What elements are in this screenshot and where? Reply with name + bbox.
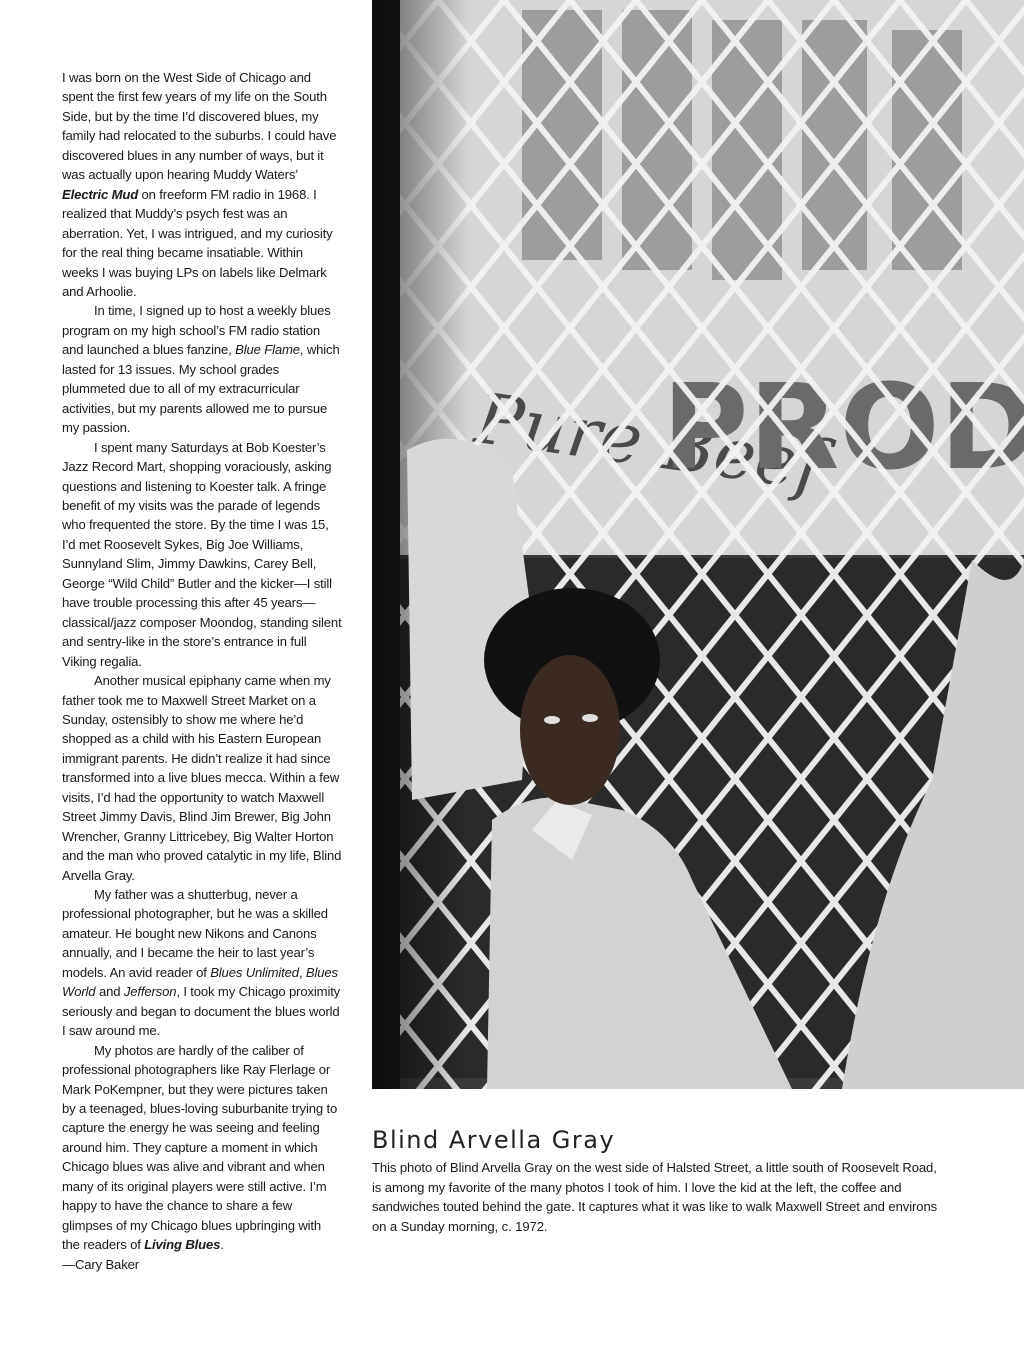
album-title: Electric Mud bbox=[62, 186, 139, 202]
street-photo bbox=[372, 0, 1024, 1089]
paragraph-5: My father was a shutterbug, never a professional photographer, but he was a skilled amateur. He bought new Nikons and Canons annually, and I became the heir to last year’s models. An avid reader of Blues Unlimited, Blues World and Jefferson, I took my Chicago proximity seriously and began to document the blues world I saw around me. bbox=[62, 887, 341, 1039]
caption-text: This photo of Blind Arvella Gray on the west side of Halsted Street, a little south of Roosevelt Road, is among my favorite of the many photos I took of him. I love the kid at the left, the coffee and sandwiches touted behind the gate. It captures what it was like to walk Maxwell Street and environs on a Sunday morning, c. 1972. bbox=[372, 1160, 938, 1234]
photo-illustration bbox=[372, 0, 1024, 1089]
paragraph-6: My photos are hardly of the caliber of professional photographers like Ray Flerlage or Mark PoKempner, but they were pictures taken by a teenaged, blues-loving suburbanite trying to capture the energy he was seeing and feeling around him. They capture a moment in which Chicago blues was alive and vibrant and when many of its original players were still active. I’m happy to have the chance to share a few glimpses of my Chicago blues upbringing with the readers of Living Blues. bbox=[62, 1042, 338, 1253]
caption-title: Blind Arvella Gray bbox=[372, 1125, 616, 1154]
paragraph-2: In time, I signed up to host a weekly blues program on my high school’s FM radio station and launched a blues fanzine, Blue Flame, which lasted for 13 issues. My school grades plummeted due to all of my extracurricular activities, but my parents allowed me to pursue my passion. bbox=[62, 303, 340, 436]
magazine-title-1: Blues Unlimited bbox=[210, 964, 299, 980]
magazine-title-3: Jefferson bbox=[123, 984, 177, 1000]
magazine-title-2: Blues World bbox=[62, 964, 338, 1000]
magazine-name: Living Blues bbox=[144, 1237, 221, 1253]
author-byline: —Cary Baker bbox=[62, 1256, 139, 1272]
paragraph-3: I spent many Saturdays at Bob Koester’s Jazz Record Mart, shopping voraciously, asking questions and listening to Koester talk. A fringe benefit of my visits was the parade of legends who frequented the store. By the time I was 15, I’d met Roosevelt Sykes, Big Joe Williams, Sunnyland Slim, Jimmy Dawkins, Carey Bell, George “Wild Child” Butler and the kicker—I still have trouble processing this after 45 years—classical/jazz composer Moondog, standing silent and sentry-like in the store’s entrance in full Viking regalia. bbox=[62, 439, 342, 669]
paragraph-4: Another musical epiphany came when my father took me to Maxwell Street Market on a Sunday, ostensibly to show me where he’d shopped as a child with his Eastern European immigrant parents. He didn’t realize it had since transformed into a live blues mecca. Within a few visits, I’d had the opportunity to watch Maxwell Street Jimmy Davis, Blind Jim Brewer, Big John Wrencher, Granny Littricebey, Big Walter Horton and the man who proved catalytic in my life, Blind Arvella Gray. bbox=[62, 673, 342, 883]
fanzine-title: Blue Flame bbox=[235, 342, 300, 358]
boy-face bbox=[520, 655, 620, 805]
article-body bbox=[62, 68, 342, 1274]
paragraph-1: I was born on the West Side of Chicago and spent the first few years of my life on the South Side, but by the time I’d discovered blues, my family had relocated to the suburbs. I could have discovered blues in any number of ways, but it was actually upon hearing Muddy Waters’ Electric Mud on freeform FM radio in 1968. I realized that Muddy’s psych fest was an aberration. Yet, I was intrigued, and my curiosity for the real thing became insatiable. Within weeks I was buying LPs on labels like Delmark and Arhoolie. bbox=[62, 70, 337, 299]
